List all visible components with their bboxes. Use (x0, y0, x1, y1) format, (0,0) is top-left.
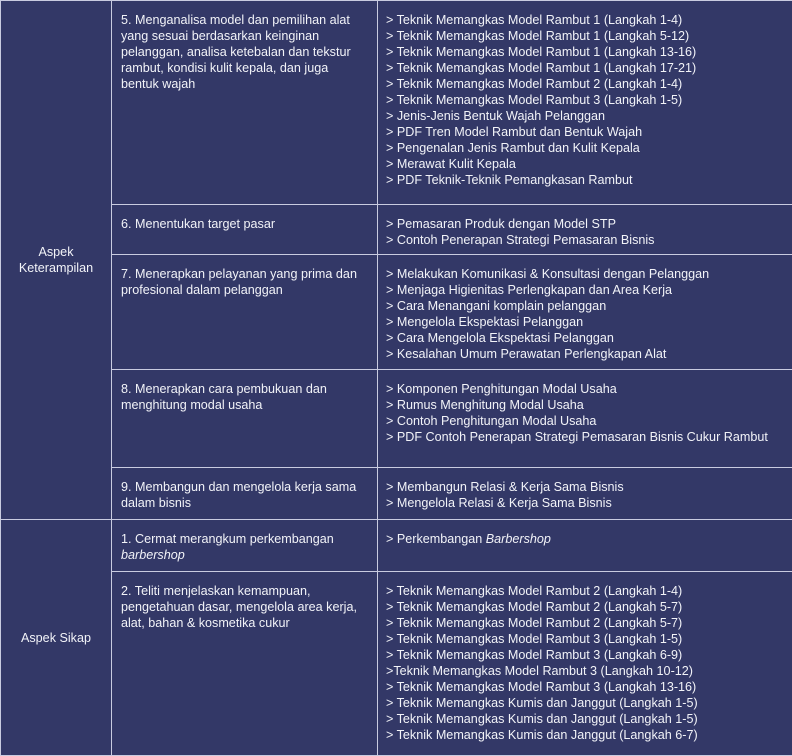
material-item[interactable]: > PDF Teknik-Teknik Pemangkasan Rambut (386, 172, 786, 188)
material-item[interactable]: > Pemasaran Produk dengan Model STP (386, 216, 786, 232)
table-row (1, 205, 792, 255)
material-item[interactable]: > Melakukan Komunikasi & Konsultasi dengan Pelanggan (386, 266, 786, 282)
table-row (1, 572, 792, 756)
competency-cell: 6. Menentukan target pasar (112, 205, 378, 255)
material-item[interactable]: > Menjaga Higienitas Perlengkapan dan Area Kerja (386, 282, 786, 298)
material-prefix: > Perkembangan (386, 532, 482, 546)
material-item[interactable]: > PDF Tren Model Rambut dan Bentuk Wajah (386, 124, 786, 140)
table-row (1, 520, 792, 572)
material-italic: Barbershop (486, 532, 551, 546)
competency-italic-text: barbershop (121, 548, 185, 562)
material-item[interactable]: > Jenis-Jenis Bentuk Wajah Pelanggan (386, 108, 786, 124)
material-item[interactable]: > Teknik Memangkas Kumis dan Janggut (Langkah 1-5) (386, 711, 786, 727)
material-item[interactable]: > Cara Mengelola Ekspektasi Pelanggan (386, 330, 786, 346)
competency-text: 1. Cermat merangkum perkembangan (121, 532, 334, 546)
material-item[interactable]: > Teknik Memangkas Model Rambut 3 (Langkah 1-5) (386, 631, 786, 647)
material-item[interactable]: > Teknik Memangkas Model Rambut 2 (Langkah 1-4) (386, 76, 786, 92)
material-item[interactable]: > Teknik Memangkas Model Rambut 1 (Langkah 1-4) (386, 12, 786, 28)
material-item[interactable]: > Cara Menangani komplain pelanggan (386, 298, 786, 314)
material-item[interactable]: > Teknik Memangkas Model Rambut 2 (Langkah 5-7) (386, 615, 786, 631)
aspect-label-sikap: Aspek Sikap (1, 520, 112, 756)
material-item[interactable]: > Teknik Memangkas Model Rambut 3 (Langkah 13-16) (386, 679, 786, 695)
material-item[interactable]: > PDF Contoh Penerapan Strategi Pemasaran Bisnis Cukur Rambut (386, 429, 786, 445)
material-item[interactable]: > Contoh Penerapan Strategi Pemasaran Bisnis (386, 232, 786, 248)
material-item[interactable]: > Teknik Memangkas Kumis dan Janggut (Langkah 1-5) (386, 695, 786, 711)
material-item[interactable]: > Teknik Memangkas Kumis dan Janggut (Langkah 6-7) (386, 727, 786, 743)
table-row (1, 468, 792, 520)
material-item[interactable]: > Membangun Relasi & Kerja Sama Bisnis (386, 479, 786, 495)
aspect-label-keterampilan: Aspek Keterampilan (1, 1, 112, 520)
material-item[interactable]: > Teknik Memangkas Model Rambut 1 (Langkah 17-21) (386, 60, 786, 76)
material-item[interactable]: > Teknik Memangkas Model Rambut 2 (Langkah 5-7) (386, 599, 786, 615)
materials-cell (378, 370, 792, 468)
material-item[interactable]: > Pengenalan Jenis Rambut dan Kulit Kepala (386, 140, 786, 156)
materials-cell (378, 468, 792, 520)
material-item[interactable]: > Rumus Menghitung Modal Usaha (386, 397, 786, 413)
table-row (1, 255, 792, 370)
competency-cell: 8. Menerapkan cara pembukuan dan menghitung modal usaha (112, 370, 378, 468)
material-item[interactable]: > Mengelola Relasi & Kerja Sama Bisnis (386, 495, 786, 511)
materials-cell (378, 205, 792, 255)
competency-cell: 5. Menganalisa model dan pemilihan alat yang sesuai berdasarkan keinginan pelanggan, analisa ketebalan dan tekstur rambut, kondisi kulit kepala, dan juga bentuk wajah (112, 1, 378, 205)
competency-cell: 7. Menerapkan pelayanan yang prima dan profesional dalam pelanggan (112, 255, 378, 370)
material-item[interactable]: > Contoh Penghitungan Modal Usaha (386, 413, 786, 429)
material-item[interactable] (386, 531, 786, 547)
material-item[interactable]: > Teknik Memangkas Model Rambut 3 (Langkah 1-5) (386, 92, 786, 108)
materials-cell (378, 572, 792, 756)
table-row (1, 1, 792, 205)
material-item[interactable]: >Teknik Memangkas Model Rambut 3 (Langkah 10-12) (386, 663, 786, 679)
materials-cell (378, 1, 792, 205)
material-item[interactable]: > Teknik Memangkas Model Rambut 3 (Langkah 6-9) (386, 647, 786, 663)
competency-cell: 9. Membangun dan mengelola kerja sama dalam bisnis (112, 468, 378, 520)
material-item[interactable]: > Merawat Kulit Kepala (386, 156, 786, 172)
material-item[interactable]: > Komponen Penghitungan Modal Usaha (386, 381, 786, 397)
material-item[interactable]: > Teknik Memangkas Model Rambut 1 (Langkah 5-12) (386, 28, 786, 44)
materials-cell (378, 255, 792, 370)
materials-cell (378, 520, 792, 572)
material-item[interactable]: > Teknik Memangkas Model Rambut 1 (Langkah 13-16) (386, 44, 786, 60)
material-item[interactable]: > Kesalahan Umum Perawatan Perlengkapan Alat (386, 346, 786, 362)
table-row (1, 370, 792, 468)
material-item[interactable]: > Teknik Memangkas Model Rambut 2 (Langkah 1-4) (386, 583, 786, 599)
competency-cell: 2. Teliti menjelaskan kemampuan, pengetahuan dasar, mengelola area kerja, alat, bahan & kosmetika cukur (112, 572, 378, 756)
material-item[interactable]: > Mengelola Ekspektasi Pelanggan (386, 314, 786, 330)
competency-cell (112, 520, 378, 572)
